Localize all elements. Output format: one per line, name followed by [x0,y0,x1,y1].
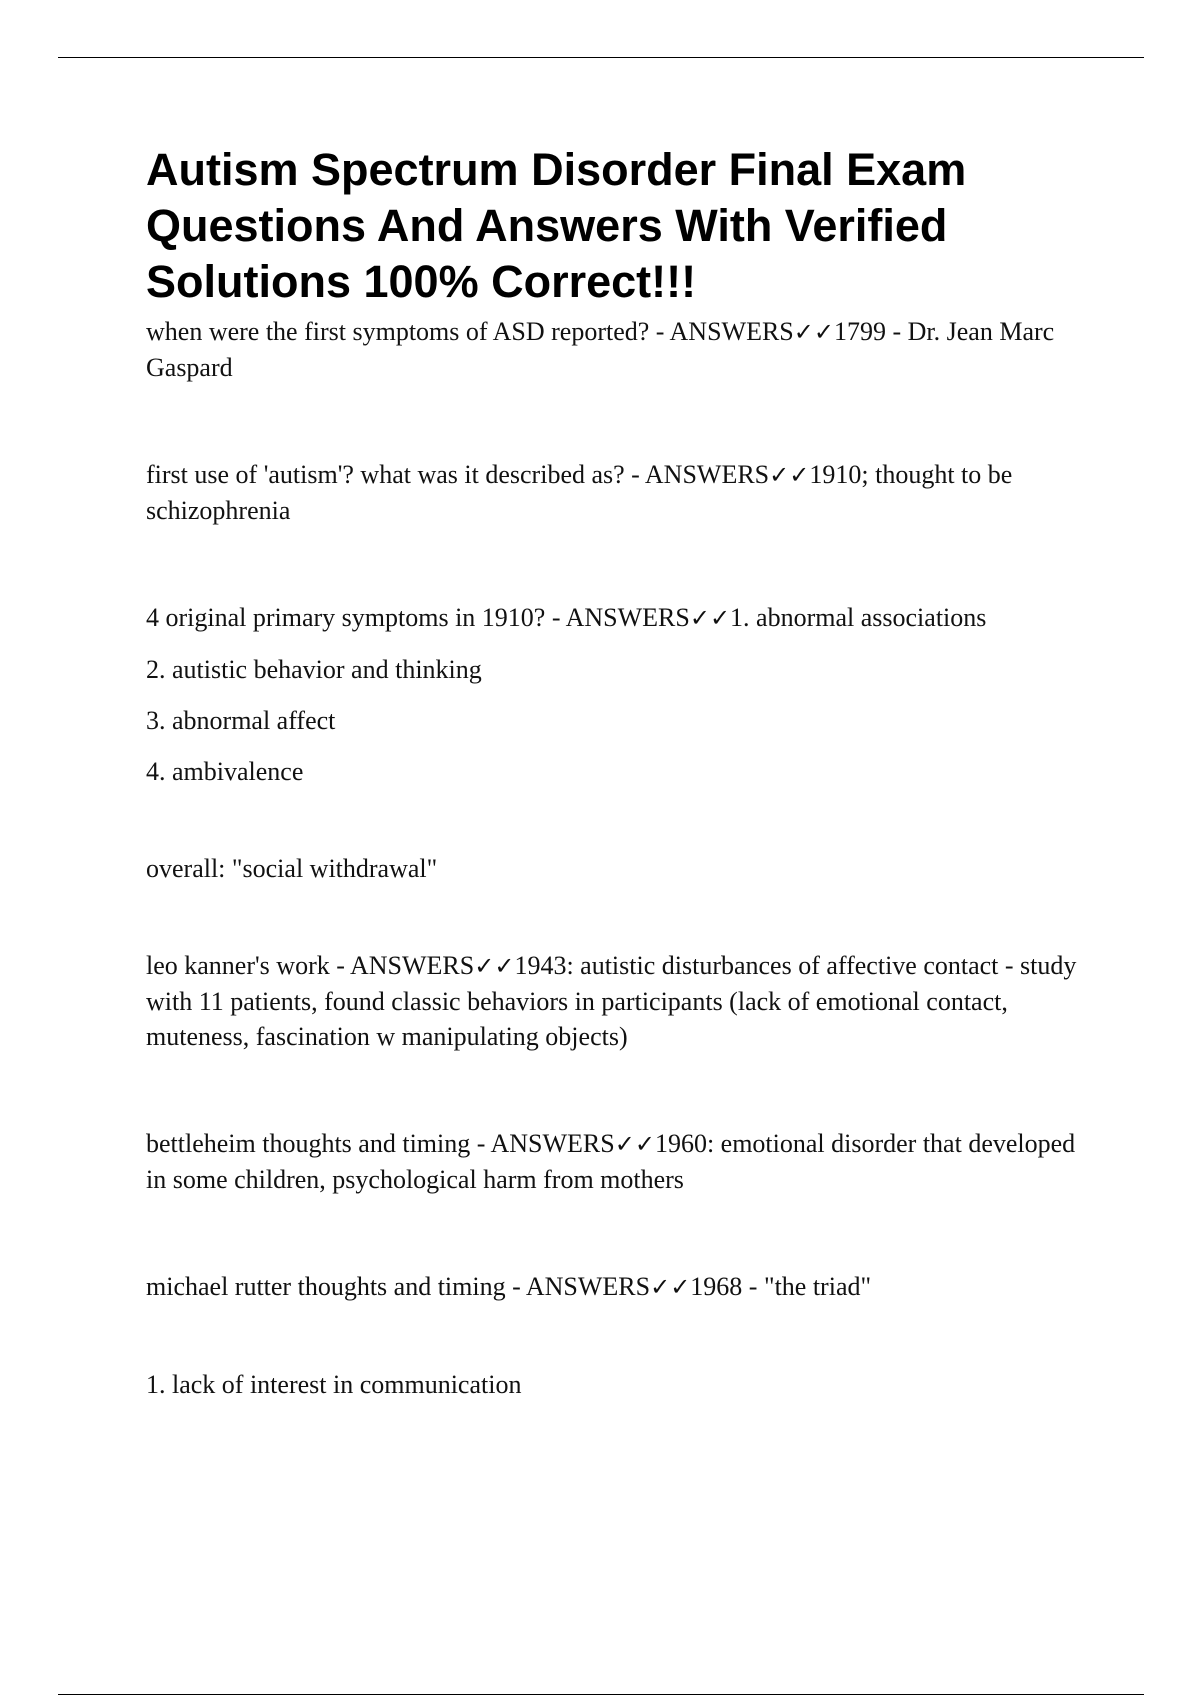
double-check-icon: ✓✓ [474,952,515,980]
question-text: first use of 'autism'? what was it described as? - [146,460,645,489]
answer-marker: ANSWERS [525,1272,651,1301]
question-text: michael rutter thoughts and timing - [146,1272,526,1301]
question-text: when were the first symptoms of ASD reported? - [146,317,670,346]
answer-note: overall: "social withdrawal" [146,854,438,883]
answer-text: 1910; thought to be schizophrenia [146,460,1013,525]
double-check-icon: ✓✓ [614,1130,655,1158]
question-text: leo kanner's work - [146,951,350,980]
question-text: bettleheim thoughts and timing - [146,1129,491,1158]
answer-marker: ANSWERS [669,317,794,346]
answer-marker: ANSWERS [644,460,770,489]
answer-text: 1799 - Dr. Jean Marc Gaspard [146,317,1055,382]
footer-rule [58,1694,1144,1695]
answer-list-item: 1. lack of interest in communication [146,1370,522,1399]
qa-item [146,314,1086,385]
qa-item [146,948,1086,1054]
answer-marker: ANSWERS [349,951,475,980]
double-check-icon: ✓✓ [769,461,810,489]
answer-text: 1943: autistic disturbances of affective contact - study with 11 patients, found classic behaviors in participants (lack of emotional contact, muteness, fascination w manipulating objects) [146,951,1077,1051]
answer-text: 1960: emotional disorder that developed in some children, psychological harm from mothers [146,1129,1076,1194]
answer-list-item: 2. autistic behavior and thinking [146,655,482,684]
header-rule [58,57,1144,58]
answer-marker: ANSWERS [565,603,690,632]
answer-list-item: 4. ambivalence [146,757,304,786]
answer-marker: ANSWERS [490,1129,615,1158]
answer-list-item: 3. abnormal affect [146,706,336,735]
question-text: 4 original primary symptoms in 1910? - [146,603,566,632]
page-title: Autism Spectrum Disorder Final Exam Questions And Answers With Verified Solutions 100% Correct!!! [146,144,967,307]
document-body [146,314,1086,1402]
answer-text: 1. abnormal associations [730,603,987,632]
qa-item [146,600,1086,636]
double-check-icon: ✓✓ [793,318,834,346]
qa-item [146,1269,1086,1305]
double-check-icon: ✓✓ [689,604,731,632]
answer-text: 1968 - "the triad" [690,1272,872,1301]
qa-item [146,1126,1086,1197]
double-check-icon: ✓✓ [650,1273,691,1301]
qa-item [146,457,1086,528]
